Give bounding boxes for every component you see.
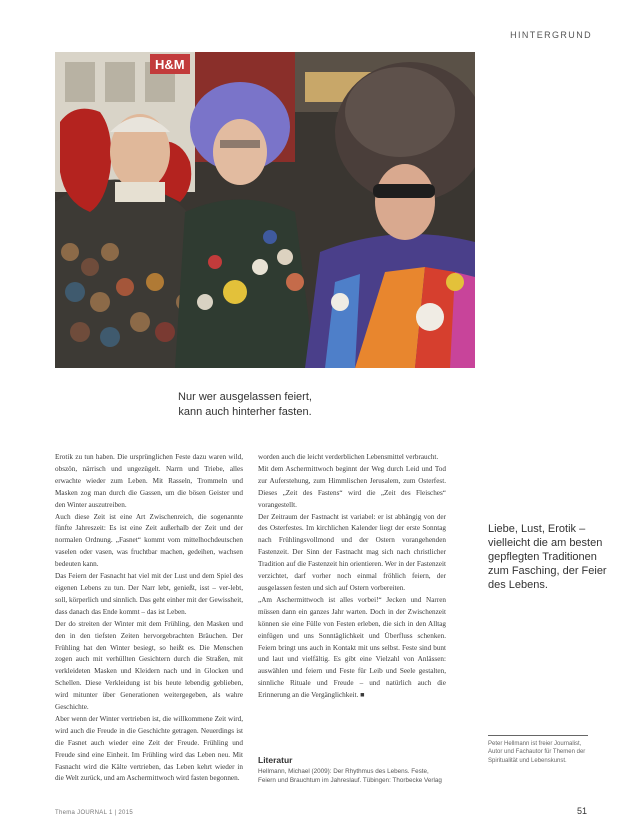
paragraph: Erotik zu tun haben. Die ursprünglichen Feste dazu waren wild, obszön, närrisch und ungezügelt. Narrn und Triebe, alles erwachte wieder zum Leben. Mit Rasseln, Trommeln und Masken zog man durch die Gassen, um die bösen Geister und den Winter auszutreiben.: [55, 453, 243, 509]
paragraph: Der Zeitraum der Fastnacht ist variabel: er ist abhängig von der des Osterfestes. Im kirchlichen Kalender liegt der erste Sonntag nach Frühlingsvollmond und der Ostern vorangehenden Fastenzeit. Der Sinn der Fastnacht mag sich nach christlicher Tradition auf die Fastenzeit hin orientieren. Wer in der Fastenzeit verzichtet, darf vorher noch einmal fröhlich feiern, der ausgelassen festen und sich auf Ostern vorbereiten.: [258, 512, 446, 592]
body-column-2: [258, 452, 446, 702]
literature-reference: Hellmann, Michael (2009): Der Rhythmus des Lebens. Feste, Feiern und Brauchtum im Jahreslauf. Tübingen: Thorbecke Verlag: [258, 768, 442, 784]
paragraph: Das Feiern der Fasnacht hat viel mit der Lust und dem Spiel des eigenen Lebens zu tun. Der Narr lebt, genießt, isst – ver-lebt, soll, körperlich und sinnlich. Das geht einher mit der Gewissheit, dass danach das Ende kommt – das ist Leben.: [55, 572, 243, 616]
paragraph: worden auch die leicht verderblichen Lebensmittel verbraucht.: [258, 453, 439, 461]
paragraph: „Am Aschermittwoch ist alles vorbei!“ Jecken und Narren müssen dann ein ganzes Jahr warten. Doch in der Zwischenzeit können sie eine Fülle von Festen erleben, die sich in den Alltag einfügen und uns Sonntäglichkeit und Überfluss schenken. Feiern bringt uns auch in Kontakt mit uns selbst. Feste sind bunt und laut und vielfältig. Es gibt eine Vielzahl von Anlässen: auswählen und feiern und Feste für Leib und Seele gestalten, sinnliche Rituale und Freude – und natürlich auch die Erinnerung an die Vergänglichkeit. ■: [258, 595, 446, 700]
paragraph: Mit dem Aschermittwoch beginnt der Weg durch Leid und Tod zur Auferstehung, zum Himmlischen Jerusalem, zum Osterfest. Dieses „Zeit des Fastens“ wird die „Zeit des Fleisches“ vorangestellt.: [258, 464, 446, 509]
paragraph: Aber wenn der Winter vertrieben ist, die willkommene Zeit wird, wird auch die Freude in die Geschichte getragen. Neuerdings ist die Fasnet auch wieder eine Zeit der Freude. Frühling und Freude sind eine Einheit. Im Frühling wird das Leben neu. Mit Fasnacht wird die Kälte vertrieben, das Leben kehrt wieder in die Welt zurück, und am Aschermittwoch wird fasten begonnen.: [55, 714, 243, 783]
author-note: Peter Hellmann ist freier Journalist, Autor und Fachautor für Themen der Spiritualität und Lebenskunst.: [488, 741, 586, 764]
page-number: 51: [576, 806, 587, 816]
store-sign: H&M: [155, 57, 185, 72]
author-divider: [488, 735, 588, 736]
paragraph: Auch diese Zeit ist eine Art Zwischenreich, die sogenannte fünfte Jahreszeit: Es ist eine Zeit außerhalb der Zeit und der normalen Ordnung. „Fasnet“ kommt vom mittelhochdeutschen vaselen oder vasen, was fruchtbar machen, gedeihen, wachsen bedeuten kann.: [55, 512, 243, 569]
pull-quote: Liebe, Lust, Erotik – vielleicht die am besten gepflegten Traditionen zum Fasching, der Feier des Lebens.: [488, 523, 607, 591]
carnival-photo: [55, 52, 475, 368]
journal-footer: Thema JOURNAL 1 | 2015: [55, 810, 133, 816]
section-label: HINTERGRUND: [510, 30, 592, 40]
photo-caption: Nur wer ausgelassen feiert, kann auch hinterher fasten.: [178, 391, 312, 418]
carnival-photo-illustration: [55, 52, 475, 368]
paragraph: Der do streiten der Winter mit dem Frühling, den Masken und den in den tiefsten Zeiten hervorgebrachten Bräuchen. Der Frühling hat den Winter besiegt, so heißt es. Die Menschen zogen auch mit verhüllten Gesichtern durch die Straßen, mit verkleideten Masken und Kleidern nach und in Glocken und Schellen. Diese Verkleidung ist bis heute lebendig geblieben, wird mitunter über Generationen weitergegeben, als wahre Geschichte.: [55, 619, 243, 712]
body-column-1: [55, 452, 243, 785]
literature-title: Literatur: [258, 755, 293, 765]
